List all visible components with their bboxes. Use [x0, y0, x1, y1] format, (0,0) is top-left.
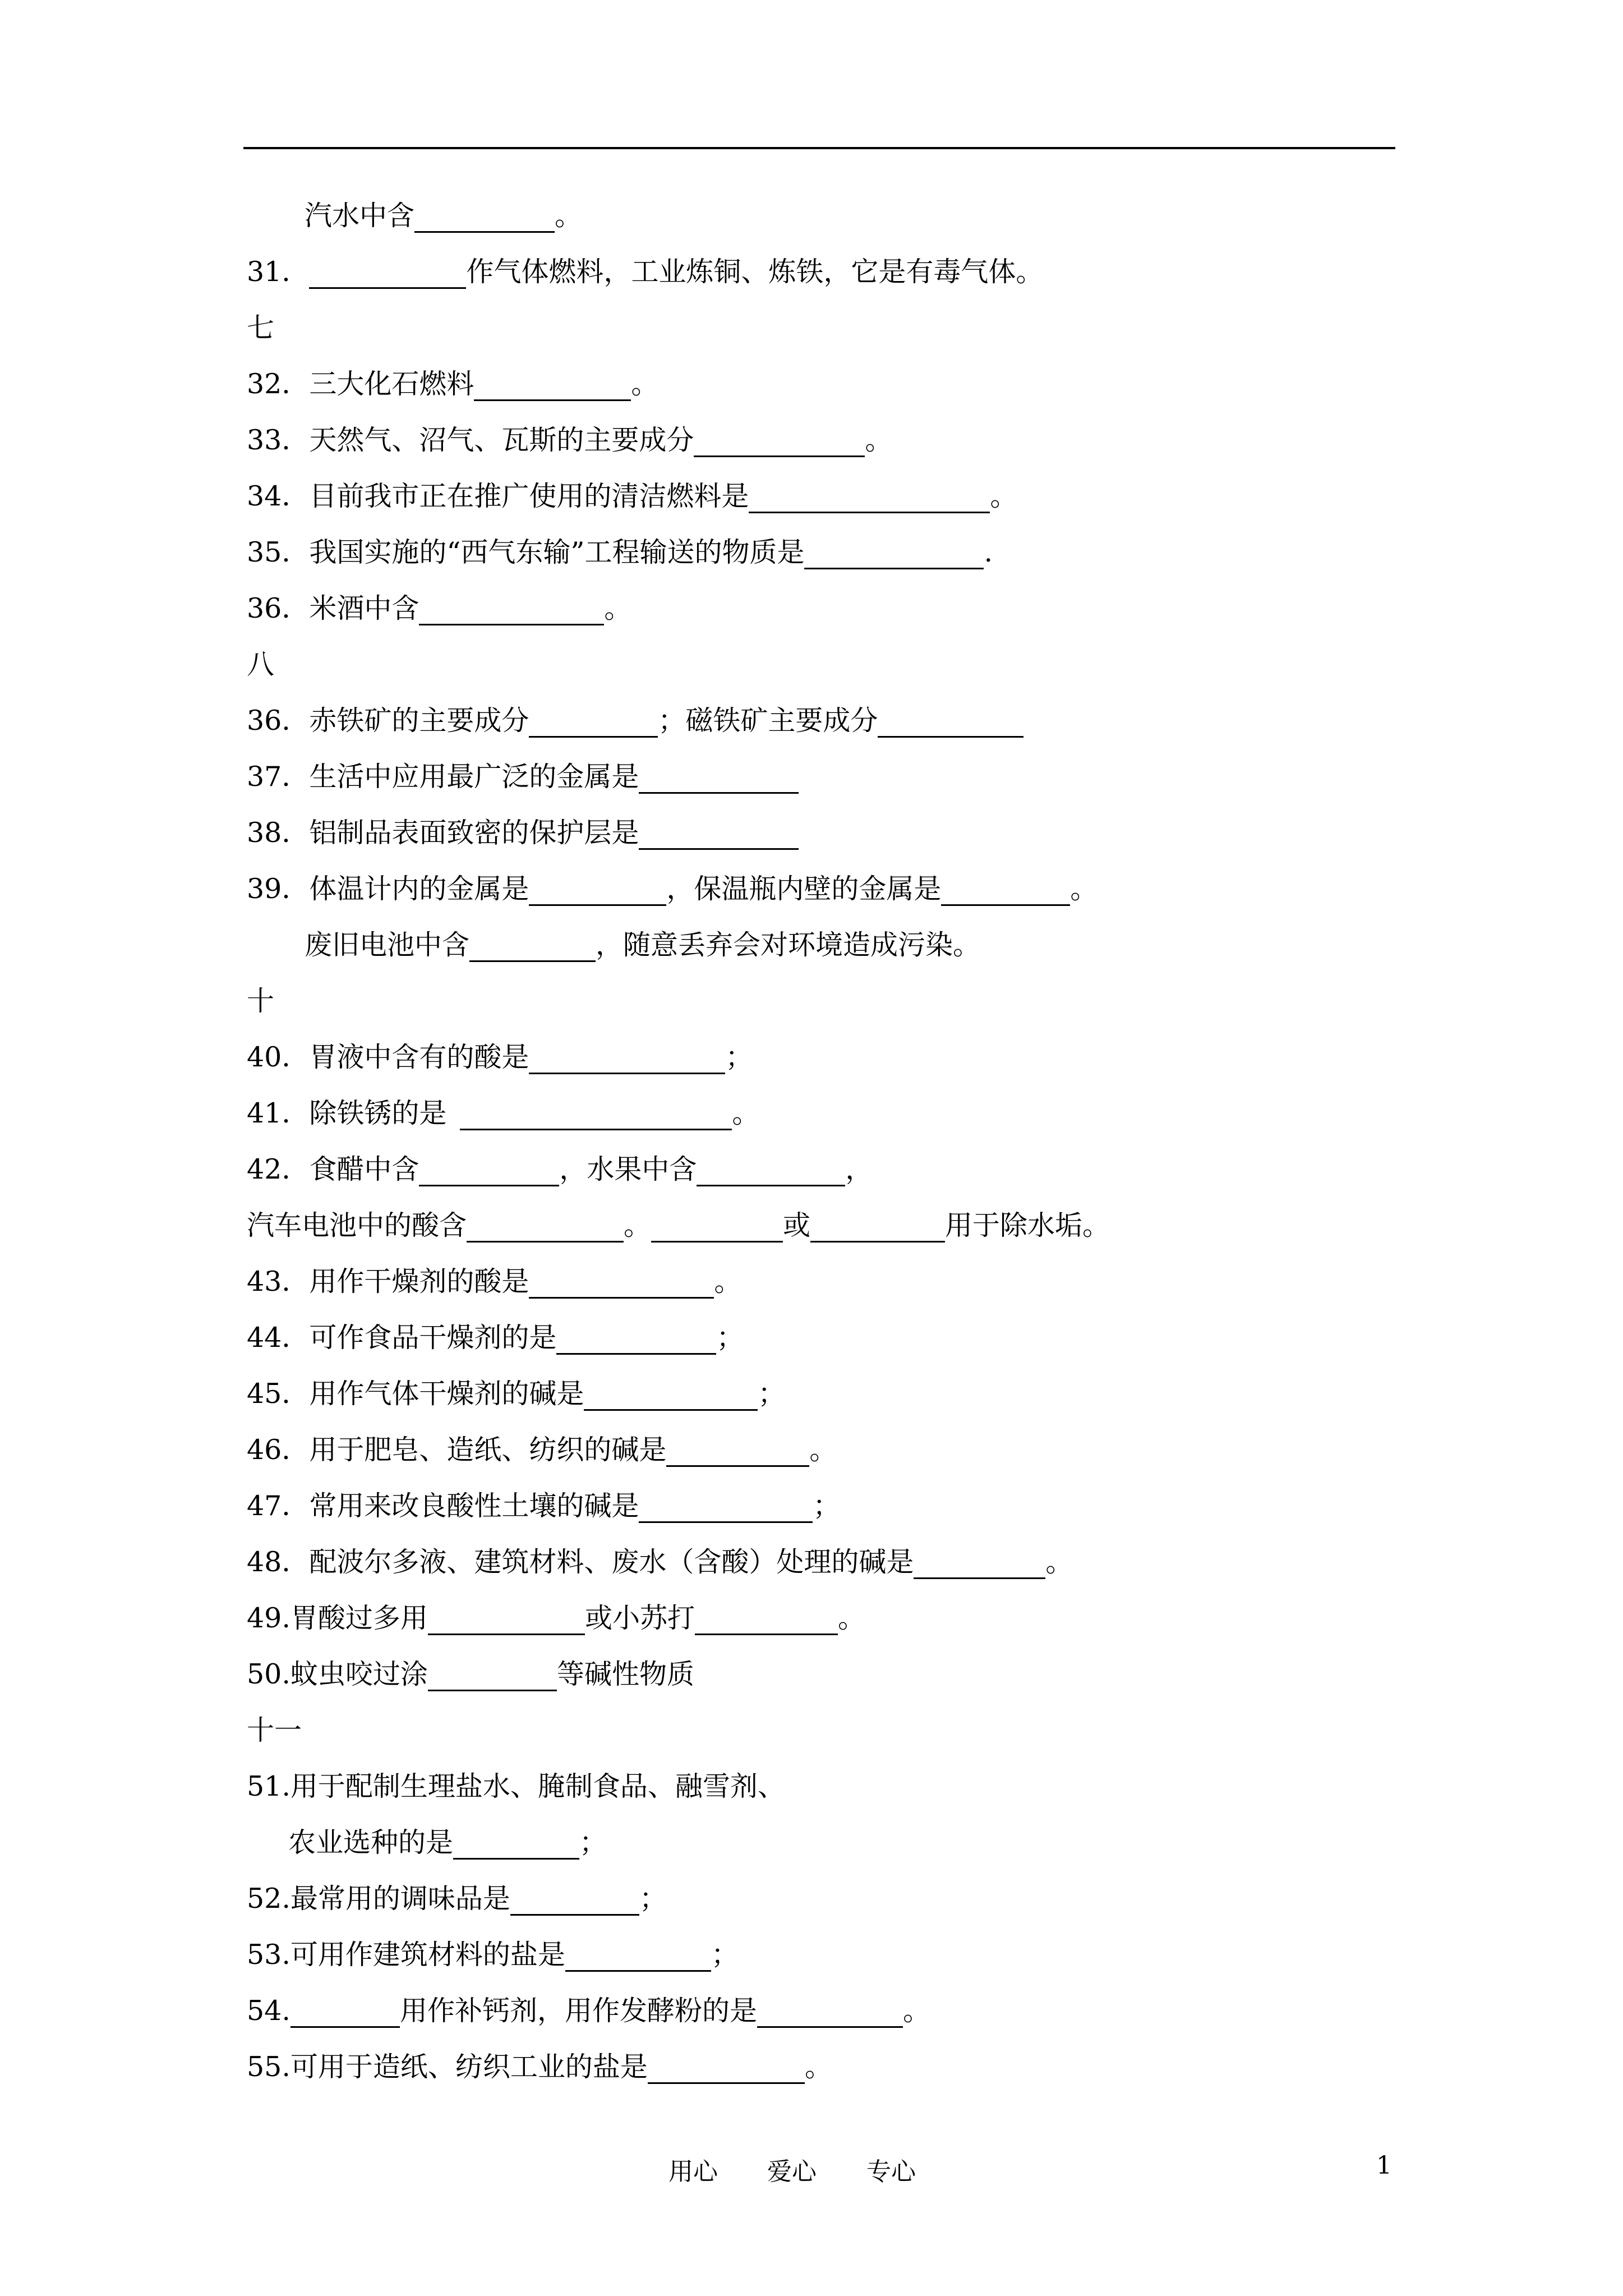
text: 49.胃酸过多用	[247, 1602, 428, 1634]
text: 农业选种的是	[288, 1826, 454, 1858]
text: 46．用于肥皂、造纸、纺织的碱是	[247, 1434, 667, 1466]
line-32	[247, 367, 658, 401]
text: 。	[990, 480, 1018, 512]
text: ；	[725, 1041, 753, 1073]
answer-blank[interactable]	[529, 707, 658, 738]
text: 。	[809, 1434, 837, 1466]
line-31	[247, 255, 1043, 289]
line-34	[247, 480, 1017, 513]
answer-blank[interactable]	[810, 1212, 945, 1243]
text: ，水果中含	[559, 1153, 697, 1185]
answer-blank[interactable]	[694, 426, 865, 457]
answer-blank[interactable]	[529, 875, 666, 906]
line-33	[247, 424, 892, 457]
text: 45．用作气体干燥剂的碱是	[247, 1378, 584, 1410]
header-rule	[243, 147, 1395, 149]
page-number: 1	[1376, 2151, 1392, 2180]
text: 用作补钙剂，用作发酵粉的是	[399, 1995, 757, 2027]
text: 32．三大化石燃料	[247, 368, 474, 400]
line-35	[247, 536, 993, 569]
answer-blank[interactable]	[419, 1156, 559, 1186]
line-37	[247, 760, 799, 794]
answer-blank[interactable]	[510, 1885, 639, 1916]
line-36b	[247, 704, 1023, 738]
text: ；	[711, 1939, 739, 1971]
answer-blank[interactable]	[460, 1099, 732, 1130]
text: ，随意丢弃会对环境造成污染。	[596, 929, 981, 961]
text: 36．米酒中含	[247, 592, 419, 624]
text: 。	[902, 1995, 930, 2027]
answer-blank[interactable]	[428, 1604, 585, 1635]
text: 。	[624, 1209, 652, 1241]
text: 55.可用于造纸、纺织工业的盐是	[247, 2051, 648, 2083]
text: 汽水中含	[305, 200, 415, 232]
text: 。	[631, 368, 659, 400]
answer-blank[interactable]	[584, 1380, 758, 1411]
text: 52.最常用的调味品是	[247, 1883, 510, 1915]
text: .	[984, 536, 993, 568]
text: 。	[865, 424, 893, 456]
line-42-cont	[247, 1209, 1110, 1243]
text: 54.	[247, 1995, 291, 2027]
text: 废旧电池中含	[305, 929, 470, 961]
text: 。	[804, 2051, 832, 2083]
text: 34．目前我市正在推广使用的清洁燃料是	[247, 480, 749, 512]
line-53	[247, 1938, 739, 1972]
text: 39．体温计内的金属是	[247, 873, 529, 905]
line-54	[247, 1994, 930, 2028]
line-55	[247, 2050, 832, 2084]
text: 31．	[247, 256, 310, 288]
answer-blank[interactable]	[749, 482, 990, 513]
answer-blank[interactable]	[291, 1997, 400, 2028]
text: ，保温瓶内壁的金属是	[666, 873, 942, 905]
line-40	[247, 1041, 753, 1074]
answer-blank[interactable]	[639, 1492, 813, 1523]
line-46	[247, 1433, 837, 1467]
line-41	[247, 1097, 759, 1130]
text: 44．可作食品干燥剂的是	[247, 1322, 557, 1354]
text: ；	[758, 1378, 786, 1410]
line-45	[247, 1377, 785, 1411]
section-heading-11: 十一	[247, 1714, 302, 1746]
line-49	[247, 1602, 865, 1635]
answer-blank[interactable]	[695, 1604, 838, 1635]
answer-blank[interactable]	[467, 1212, 624, 1243]
answer-blank[interactable]	[414, 202, 555, 233]
text: 42．食醋中含	[247, 1153, 419, 1185]
text: 。	[1045, 1546, 1073, 1578]
line-44	[247, 1321, 744, 1355]
text: 作气体燃料，工业炼铜、炼铁，它是有毒气体。	[466, 256, 1044, 288]
answer-blank[interactable]	[639, 763, 799, 794]
answer-blank[interactable]	[419, 595, 604, 625]
text: 。	[604, 592, 632, 624]
text: 36．赤铁矿的主要成分	[247, 705, 529, 737]
line-48	[247, 1545, 1073, 1579]
text: 53.可用作建筑材料的盐是	[247, 1939, 565, 1971]
answer-blank[interactable]	[804, 539, 984, 569]
line-43	[247, 1265, 741, 1299]
text: 37．生活中应用最广泛的金属是	[247, 761, 639, 793]
line-47	[247, 1489, 840, 1523]
text: 33．天然气、沼气、瓦斯的主要成分	[247, 424, 694, 456]
text: 。	[1070, 873, 1098, 905]
text: 51.用于配制生理盐水、腌制食品、融雪剂、	[247, 1770, 785, 1802]
text: ；	[579, 1826, 607, 1858]
text: ；	[716, 1322, 744, 1354]
answer-blank[interactable]	[309, 258, 466, 289]
text: 50.蚊虫咬过涂	[247, 1658, 428, 1690]
answer-blank[interactable]	[651, 1212, 783, 1243]
line-36a	[247, 592, 631, 625]
line-39	[247, 872, 1098, 906]
answer-blank[interactable]	[914, 1548, 1045, 1579]
text: 35．我国实施的“西气东输”工程输送的物质是	[247, 536, 805, 568]
answer-blank[interactable]	[453, 1829, 579, 1860]
answer-blank[interactable]	[941, 875, 1070, 906]
answer-blank[interactable]	[697, 1156, 845, 1186]
text: 40．胃液中含有的酸是	[247, 1041, 529, 1073]
footer-slogan-1: 用心	[668, 2157, 718, 2186]
text: ；	[813, 1490, 841, 1522]
answer-blank[interactable]	[648, 2053, 805, 2084]
footer-slogan-2: 爱心	[767, 2157, 817, 2186]
text: 汽车电池中的酸含	[247, 1209, 467, 1241]
line-52	[247, 1882, 667, 1916]
text: 或	[783, 1209, 811, 1241]
section-heading-7: 七	[247, 312, 275, 344]
text: 等碱性物质	[556, 1658, 694, 1690]
line-39-cont	[305, 928, 980, 962]
line-38	[247, 816, 799, 850]
text: ，	[845, 1153, 873, 1185]
footer-slogan-3: 专心	[866, 2157, 916, 2186]
text: 用于除水垢。	[945, 1209, 1110, 1241]
line-51-cont	[288, 1826, 607, 1860]
text: ；磁铁矿主要成分	[658, 705, 878, 737]
answer-blank[interactable]	[639, 819, 799, 850]
answer-blank[interactable]	[556, 1324, 716, 1355]
answer-blank[interactable]	[529, 1268, 714, 1299]
line-50	[247, 1658, 694, 1691]
text: 。	[714, 1266, 742, 1297]
text: 41．除铁锈的是	[247, 1097, 447, 1129]
answer-blank[interactable]	[529, 1043, 725, 1074]
text: 38．铝制品表面致密的保护层是	[247, 817, 639, 849]
line-51	[247, 1770, 785, 1803]
text: 或小苏打	[584, 1602, 695, 1634]
text: 。	[837, 1602, 865, 1634]
text: 。	[555, 200, 583, 232]
section-heading-8: 八	[247, 648, 275, 680]
answer-blank[interactable]	[428, 1660, 557, 1691]
text: 43．用作干燥剂的酸是	[247, 1266, 529, 1297]
text: 。	[732, 1097, 760, 1129]
line-42	[247, 1153, 873, 1186]
answer-blank[interactable]	[474, 370, 631, 401]
answer-blank[interactable]	[878, 707, 1023, 738]
answer-blank[interactable]	[666, 1436, 809, 1467]
section-heading-10: 十	[247, 985, 275, 1017]
answer-blank[interactable]	[757, 1997, 903, 2028]
line-30-cont	[305, 199, 582, 233]
text: 47．常用来改良酸性土壤的碱是	[247, 1490, 639, 1522]
answer-blank[interactable]	[469, 931, 596, 962]
text: 48．配波尔多液、建筑材料、废水（含酸）处理的碱是	[247, 1546, 914, 1578]
text: ；	[639, 1883, 667, 1915]
answer-blank[interactable]	[565, 1941, 711, 1972]
